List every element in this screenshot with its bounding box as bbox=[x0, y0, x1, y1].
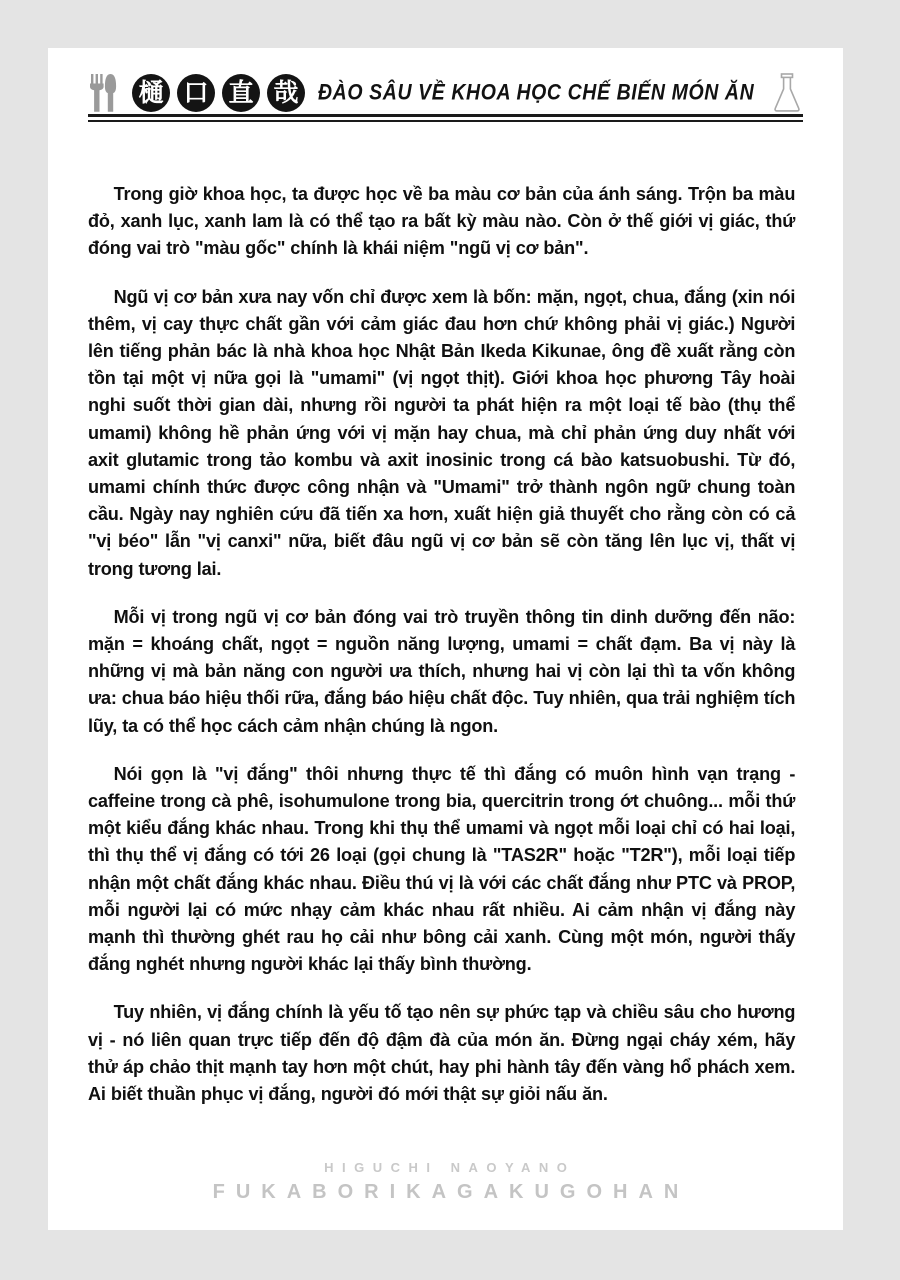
article-paragraph: Tuy nhiên, vị đắng chính là yếu tố tạo nên sự phức tạp và chiều sâu cho hương vị - nó liên quan trực tiếp đến độ đậm đà của món ăn. Đừng ngại cháy xém, hãy thử áp chảo thịt mạnh tay hơn một chút, hay phi hành tây đến vàng hổ phách xem. Ai biết thuần phục vị đắng, người đó mới thật sự giỏi nấu ăn. bbox=[88, 1001, 796, 1105]
header-divider bbox=[88, 114, 803, 122]
footer-series-romaji: FUKABORIKAGAKUGOHAN bbox=[212, 1181, 690, 1203]
page-title: ĐÀO SÂU VỀ KHOA HỌC CHẾ BIẾN MÓN ĂN bbox=[318, 80, 755, 105]
kanji-badge-2: 口 bbox=[177, 74, 215, 112]
article-paragraph: Ngũ vị cơ bản xưa nay vốn chỉ được xem là bốn: mặn, ngọt, chua, đắng (xin nói thêm, vị cay thực chất gần với cảm giác đau hơn chứ không phải vị giác.) Người lên tiếng phản bác là nhà khoa học Nhật Bản Ikeda Kikunae, ông đề xuất rằng còn tồn tại một vị nữa gọi là "umami" (vị ngọt thịt). Giới khoa học phương Tây hoài nghi suốt thời gian dài, nhưng rồi người ta phát hiện ra một loại tế bào (thụ thể umami) không hề phản ứng với vị mặn hay chua, mà chỉ phản ứng duy nhất với axit glutamic trong tảo kombu và axit inosinic trong cá bào katsuobushi. Từ đó, umami chính thức được công nhận và "Umami" trở thành ngôn ngữ chung toàn cầu. Ngày nay nghiên cứu đã tiến xa hơn, xuất hiện giả thuyết cho rằng còn có cả "vị béo" lẫn "vị canxi" nữa, biết đâu ngũ vị cơ bản sẽ còn tăng lên lục vị, thất vị trong tương lai. bbox=[88, 285, 796, 579]
article-paragraph: Nói gọn là "vị đắng" thôi nhưng thực tế thì đắng có muôn hình vạn trạng - caffeine trong cà phê, isohumulone trong bia, quercitrin trong ớt chuông... mỗi thứ một kiểu đắng khác nhau. Trong khi thụ thể umami và ngọt mỗi loại chỉ có hai loại, thì thụ thể vị đắng có tới 26 loại (gọi chung là "TAS2R" hoặc "T2R"), mỗi loại tiếp nhận một chất đắng khác nhau. Điều thú vị là với các chất đắng như PTC và PROP, mỗi người lại có mức nhạy cảm khác nhau rất nhiều. Ai cảm nhận vị đắng này mạnh thì thường ghét rau họ cải như bông cải xanh. Cùng một món, người thấy đắng nghét nhưng người khác lại thấy bình thường. bbox=[88, 762, 796, 975]
footer-author-romaji: HIGUCHI NAOYANO bbox=[324, 1160, 576, 1175]
kanji-badge-3: 直 bbox=[222, 74, 260, 112]
page-footer bbox=[48, 1160, 843, 1204]
erlenmeyer-flask-icon bbox=[771, 70, 803, 116]
kanji-badge-1: 樋 bbox=[132, 74, 170, 112]
article-page bbox=[48, 48, 843, 1230]
kanji-badge-4: 哉 bbox=[267, 74, 305, 112]
fork-and-knife-icon bbox=[88, 71, 122, 115]
article-body bbox=[88, 180, 806, 1107]
article-paragraph: Mỗi vị trong ngũ vị cơ bản đóng vai trò truyền thông tin dinh dưỡng đến não: mặn = khoáng chất, ngọt = nguồn năng lượng, umami = chất đạm. Ba vị này là những vị mà bản năng con người ưa thích, nhưng hai vị còn lại thì ta vốn không ưa: chua báo hiệu thối rữa, đắng báo hiệu chất độc. Tuy nhiên, qua trải nghiệm tích lũy, ta có thể học cách cảm nhận chúng là ngon. bbox=[88, 605, 796, 736]
divider-line-bottom bbox=[88, 120, 803, 122]
author-kanji-badges bbox=[132, 74, 305, 112]
article-paragraph: Trong giờ khoa học, ta được học về ba màu cơ bản của ánh sáng. Trộn ba màu đỏ, xanh lục, xanh lam là có thể tạo ra bất kỳ màu nào. Còn ở thế giới vị giác, thứ đóng vai trò "màu gốc" chính là khái niệm "ngũ vị cơ bản". bbox=[88, 183, 796, 259]
